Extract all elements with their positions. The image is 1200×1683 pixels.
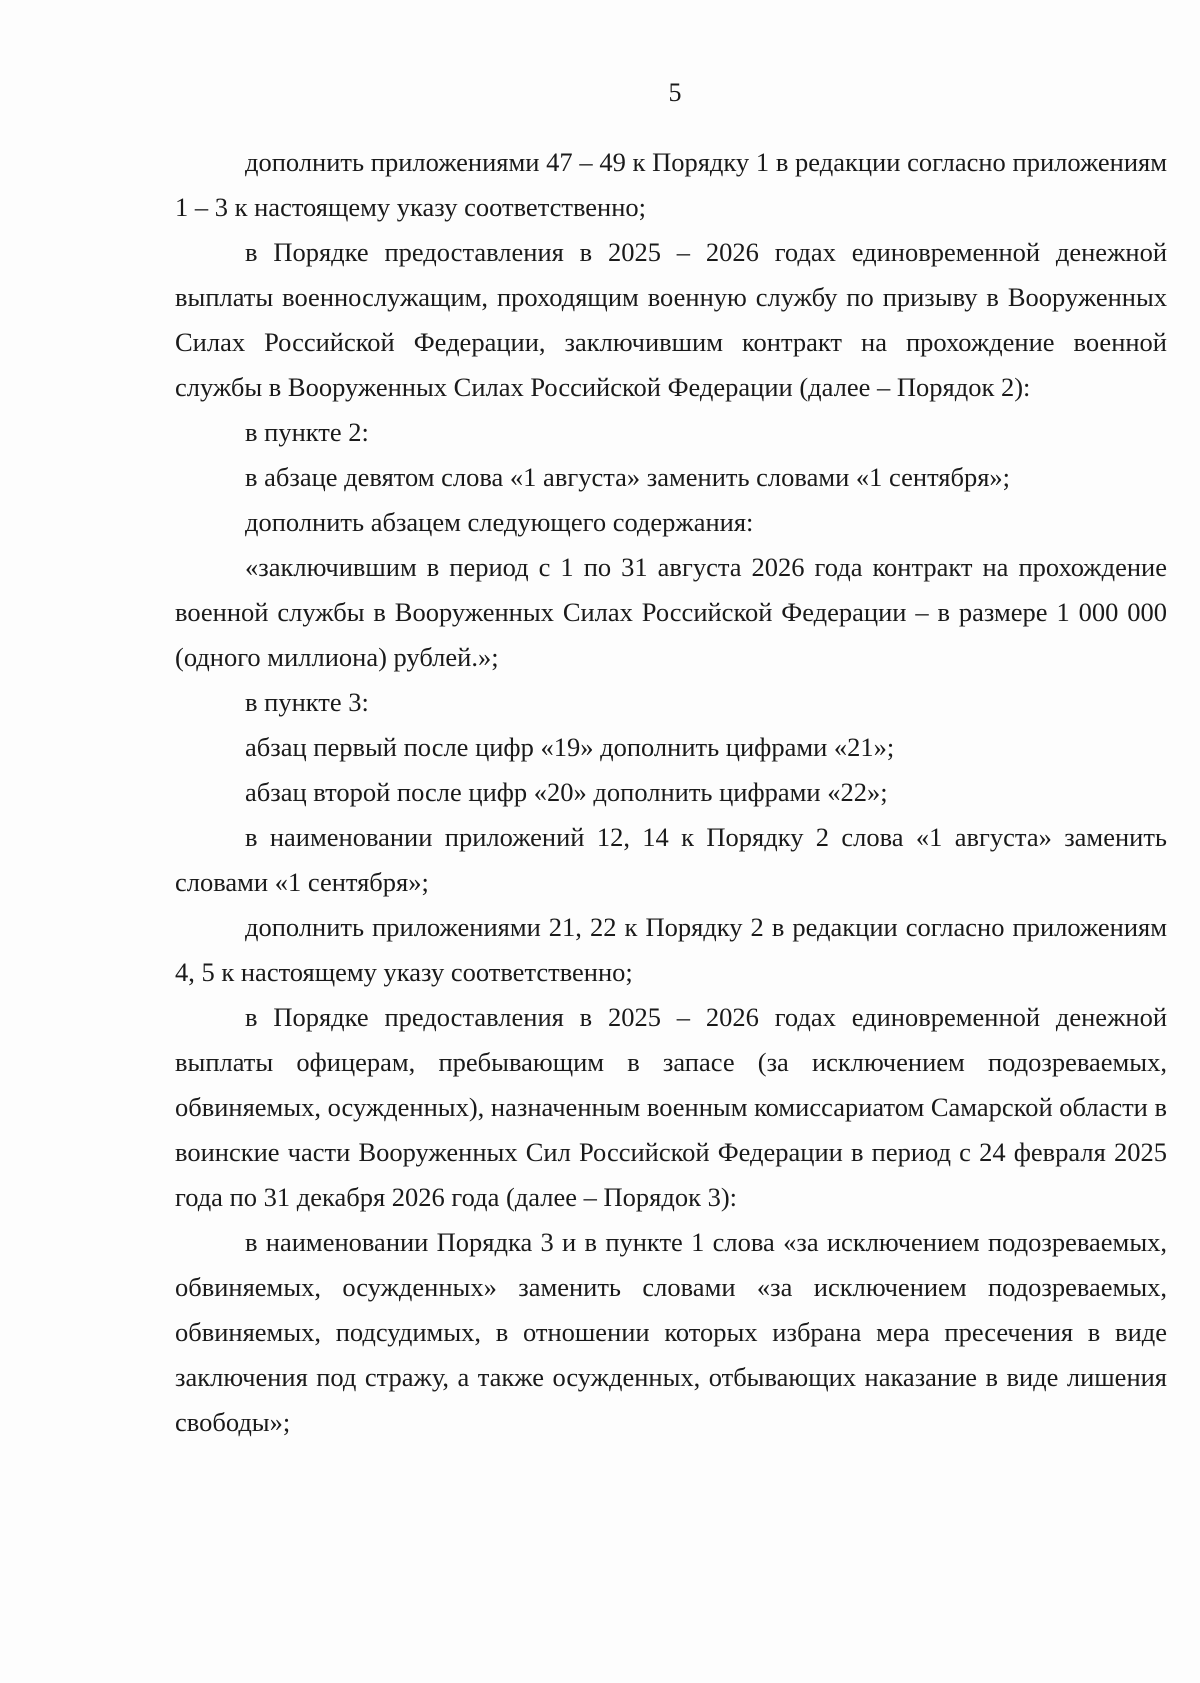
paragraph-clause-2: в пункте 2:	[245, 417, 369, 447]
paragraph-second-abzats: абзац второй после цифр «20» дополнить цифрами «22»;	[245, 777, 888, 807]
paragraph-appendix-names: в наименовании приложений 12, 14 к Порядку 2 слова «1 августа» заменить словами «1 сентября»;	[175, 822, 1167, 897]
paragraph-clause-3: в пункте 3:	[245, 687, 369, 717]
page-number: 5	[668, 78, 682, 107]
paragraph-quoted-text: «заключившим в период с 1 по 31 августа 2026 года контракт на прохождение военной службы в Вооруженных Силах Российской Федерации – в размере 1 000 000 (одного миллиона) рублей.»;	[175, 552, 1167, 672]
paragraph-add-abzats: дополнить абзацем следующего содержания:	[245, 507, 754, 537]
paragraph-ninth-abzats: в абзаце девятом слова «1 августа» заменить словами «1 сентября»;	[245, 462, 1011, 492]
paragraph-order-3-intro: в Порядке предоставления в 2025 – 2026 годах единовременной денежной выплаты офицерам, пребывающим в запасе (за исключением подозреваемых, обвиняемых, осужденных), назначенным военным комиссариатом Самарской области в воинские части Вооруженных Сил Российской Федерации в период с 24 февраля 2025 года по 31 декабря 2026 года (далее – Порядок 3):	[175, 1002, 1167, 1212]
paragraph-order-3-title-change: в наименовании Порядка 3 и в пункте 1 слова «за исключением подозреваемых, обвиняемых, осужденных» заменить словами «за исключением подозреваемых, обвиняемых, подсудимых, в отношении которых избрана мера пресечения в виде заключения под стражу, а также осужденных, отбывающих наказание в виде лишения свободы»;	[175, 1227, 1167, 1437]
paragraph-amend-appendices-order-2: дополнить приложениями 21, 22 к Порядку 2 в редакции согласно приложениям 4, 5 к настоящему указу соответственно;	[175, 912, 1167, 987]
document-body	[175, 140, 1167, 1445]
paragraph-order-2-intro: в Порядке предоставления в 2025 – 2026 годах единовременной денежной выплаты военнослужащим, проходящим военную службу по призыву в Вооруженных Силах Российской Федерации, заключившим контракт на прохождение военной службы в Вооруженных Силах Российской Федерации (далее – Порядок 2):	[175, 237, 1167, 402]
paragraph-first-abzats: абзац первый после цифр «19» дополнить цифрами «21»;	[245, 732, 895, 762]
paragraph-amend-appendices-order-1: дополнить приложениями 47 – 49 к Порядку 1 в редакции согласно приложениям 1 – 3 к настоящему указу соответственно;	[175, 147, 1167, 222]
